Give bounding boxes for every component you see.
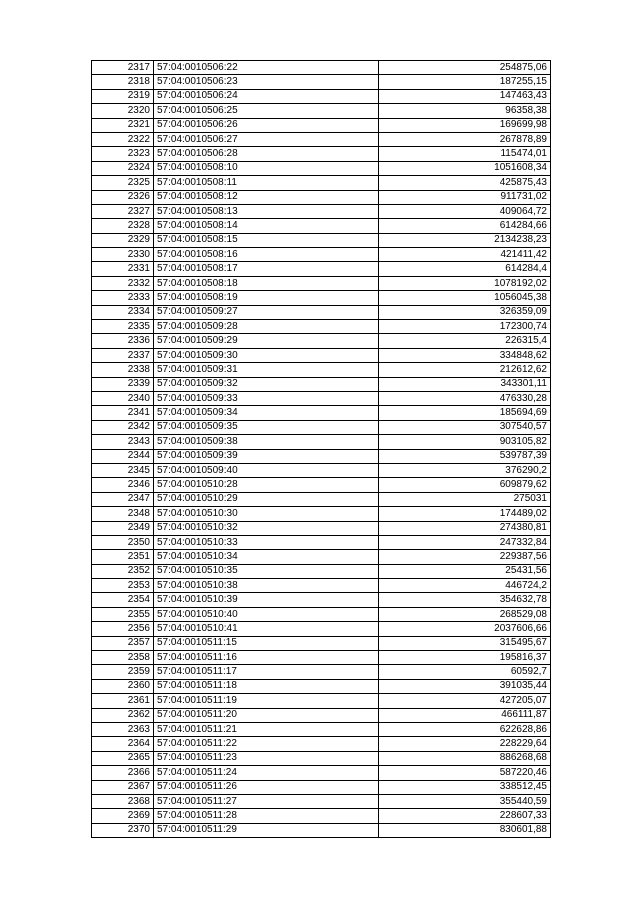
cadastral-number-cell: 57:04:0010509:33 [154,391,379,405]
value-cell: 247332,84 [379,535,551,549]
value-cell: 334848,62 [379,348,551,362]
row-number-cell: 2345 [92,463,154,477]
value-cell: 267878,89 [379,132,551,146]
table-row [92,89,551,103]
cadastral-number-cell: 57:04:0010509:32 [154,377,379,391]
row-number-cell: 2359 [92,665,154,679]
table-row [92,751,551,765]
cadastral-number-cell: 57:04:0010506:27 [154,132,379,146]
table-row [92,377,551,391]
cadastral-number-cell: 57:04:0010510:41 [154,622,379,636]
row-number-cell: 2352 [92,564,154,578]
value-cell: 903105,82 [379,435,551,449]
row-number-cell: 2351 [92,550,154,564]
value-cell: 229387,56 [379,550,551,564]
row-number-cell: 2326 [92,190,154,204]
table-row [92,478,551,492]
value-cell: 185694,69 [379,406,551,420]
cadastral-number-cell: 57:04:0010510:39 [154,593,379,607]
table-row [92,190,551,204]
cadastral-number-cell: 57:04:0010511:24 [154,766,379,780]
table-row [92,219,551,233]
cadastral-number-cell: 57:04:0010506:24 [154,89,379,103]
row-number-cell: 2342 [92,420,154,434]
value-cell: 169699,98 [379,118,551,132]
table-row [92,564,551,578]
table-row [92,550,551,564]
cadastral-number-cell: 57:04:0010509:29 [154,334,379,348]
cadastral-number-cell: 57:04:0010511:22 [154,737,379,751]
cadastral-number-cell: 57:04:0010508:16 [154,248,379,262]
row-number-cell: 2367 [92,780,154,794]
cadastral-number-cell: 57:04:0010508:18 [154,276,379,290]
table-row [92,406,551,420]
row-number-cell: 2323 [92,147,154,161]
table-row [92,204,551,218]
value-cell: 1078192,02 [379,276,551,290]
row-number-cell: 2350 [92,535,154,549]
row-number-cell: 2317 [92,61,154,75]
row-number-cell: 2344 [92,449,154,463]
table-row [92,262,551,276]
value-cell: 195816,37 [379,651,551,665]
cadastral-number-cell: 57:04:0010508:10 [154,161,379,175]
row-number-cell: 2318 [92,75,154,89]
value-cell: 614284,4 [379,262,551,276]
row-number-cell: 2341 [92,406,154,420]
cadastral-number-cell: 57:04:0010506:26 [154,118,379,132]
table-row [92,161,551,175]
table-row [92,579,551,593]
row-number-cell: 2327 [92,204,154,218]
row-number-cell: 2332 [92,276,154,290]
cadastral-number-cell: 57:04:0010509:40 [154,463,379,477]
row-number-cell: 2325 [92,176,154,190]
table-row [92,420,551,434]
value-cell: 1056045,38 [379,291,551,305]
row-number-cell: 2353 [92,579,154,593]
cadastral-number-cell: 57:04:0010511:18 [154,679,379,693]
cadastral-number-cell: 57:04:0010510:34 [154,550,379,564]
cadastral-number-cell: 57:04:0010509:35 [154,420,379,434]
row-number-cell: 2335 [92,320,154,334]
cadastral-number-cell: 57:04:0010511:19 [154,694,379,708]
value-cell: 476330,28 [379,391,551,405]
table-row [92,593,551,607]
table-row [92,607,551,621]
value-cell: 355440,59 [379,794,551,808]
value-cell: 268529,08 [379,607,551,621]
row-number-cell: 2362 [92,708,154,722]
table-row [92,75,551,89]
table-row [92,348,551,362]
value-cell: 614284,66 [379,219,551,233]
value-cell: 2037606,66 [379,622,551,636]
table-row [92,823,551,837]
cadastral-number-cell: 57:04:0010508:15 [154,233,379,247]
cadastral-number-cell: 57:04:0010511:23 [154,751,379,765]
row-number-cell: 2322 [92,132,154,146]
cadastral-number-cell: 57:04:0010509:31 [154,363,379,377]
table-row [92,61,551,75]
row-number-cell: 2363 [92,722,154,736]
value-cell: 338512,45 [379,780,551,794]
value-cell: 274380,81 [379,521,551,535]
row-number-cell: 2347 [92,492,154,506]
row-number-cell: 2349 [92,521,154,535]
table-body [92,61,551,838]
table-row [92,535,551,549]
cadastral-number-cell: 57:04:0010509:27 [154,305,379,319]
row-number-cell: 2319 [92,89,154,103]
row-number-cell: 2356 [92,622,154,636]
value-cell: 466111,87 [379,708,551,722]
value-cell: 147463,43 [379,89,551,103]
row-number-cell: 2339 [92,377,154,391]
row-number-cell: 2333 [92,291,154,305]
value-cell: 446724,2 [379,579,551,593]
value-cell: 886268,68 [379,751,551,765]
cadastral-number-cell: 57:04:0010511:27 [154,794,379,808]
row-number-cell: 2338 [92,363,154,377]
cadastral-number-cell: 57:04:0010508:17 [154,262,379,276]
cadastral-number-cell: 57:04:0010508:13 [154,204,379,218]
value-cell: 315495,67 [379,636,551,650]
value-cell: 391035,44 [379,679,551,693]
cadastral-number-cell: 57:04:0010510:29 [154,492,379,506]
value-cell: 172300,74 [379,320,551,334]
value-cell: 307540,57 [379,420,551,434]
cadastral-number-cell: 57:04:0010508:11 [154,176,379,190]
cadastral-value-table [91,60,551,838]
value-cell: 622628,86 [379,722,551,736]
table-row [92,176,551,190]
value-cell: 2134238,23 [379,233,551,247]
value-cell: 911731,02 [379,190,551,204]
cadastral-number-cell: 57:04:0010510:35 [154,564,379,578]
value-cell: 60592,7 [379,665,551,679]
value-cell: 427205,07 [379,694,551,708]
row-number-cell: 2340 [92,391,154,405]
table-row [92,391,551,405]
row-number-cell: 2354 [92,593,154,607]
row-number-cell: 2346 [92,478,154,492]
cadastral-number-cell: 57:04:0010508:19 [154,291,379,305]
table-row [92,449,551,463]
row-number-cell: 2329 [92,233,154,247]
value-cell: 421411,42 [379,248,551,262]
table-row [92,780,551,794]
table-row [92,636,551,650]
table-row [92,276,551,290]
table-row [92,622,551,636]
cadastral-number-cell: 57:04:0010511:16 [154,651,379,665]
table-row [92,147,551,161]
row-number-cell: 2343 [92,435,154,449]
table-row [92,334,551,348]
cadastral-number-cell: 57:04:0010510:40 [154,607,379,621]
cadastral-number-cell: 57:04:0010511:29 [154,823,379,837]
value-cell: 409064,72 [379,204,551,218]
row-number-cell: 2355 [92,607,154,621]
table-row [92,809,551,823]
table-row [92,291,551,305]
table-row [92,679,551,693]
table-row [92,248,551,262]
value-cell: 187255,15 [379,75,551,89]
row-number-cell: 2369 [92,809,154,823]
row-number-cell: 2330 [92,248,154,262]
value-cell: 343301,11 [379,377,551,391]
table-row [92,665,551,679]
cadastral-number-cell: 57:04:0010506:25 [154,104,379,118]
table-row [92,463,551,477]
cadastral-number-cell: 57:04:0010511:28 [154,809,379,823]
value-cell: 275031 [379,492,551,506]
cadastral-number-cell: 57:04:0010510:33 [154,535,379,549]
cadastral-number-cell: 57:04:0010510:32 [154,521,379,535]
table-row [92,722,551,736]
row-number-cell: 2360 [92,679,154,693]
value-cell: 25431,56 [379,564,551,578]
cadastral-number-cell: 57:04:0010509:39 [154,449,379,463]
value-cell: 1051608,34 [379,161,551,175]
table-row [92,794,551,808]
cadastral-number-cell: 57:04:0010509:34 [154,406,379,420]
cadastral-number-cell: 57:04:0010506:28 [154,147,379,161]
cadastral-number-cell: 57:04:0010511:20 [154,708,379,722]
table-row [92,766,551,780]
cadastral-number-cell: 57:04:0010509:30 [154,348,379,362]
value-cell: 115474,01 [379,147,551,161]
table-row [92,708,551,722]
row-number-cell: 2361 [92,694,154,708]
value-cell: 354632,78 [379,593,551,607]
row-number-cell: 2370 [92,823,154,837]
value-cell: 539787,39 [379,449,551,463]
value-cell: 228607,33 [379,809,551,823]
table-row [92,737,551,751]
value-cell: 587220,46 [379,766,551,780]
table-row [92,492,551,506]
cadastral-number-cell: 57:04:0010511:26 [154,780,379,794]
cadastral-number-cell: 57:04:0010509:38 [154,435,379,449]
row-number-cell: 2365 [92,751,154,765]
table-row [92,507,551,521]
value-cell: 212612,62 [379,363,551,377]
table-row [92,104,551,118]
row-number-cell: 2334 [92,305,154,319]
row-number-cell: 2337 [92,348,154,362]
cadastral-number-cell: 57:04:0010508:14 [154,219,379,233]
value-cell: 830601,88 [379,823,551,837]
cadastral-number-cell: 57:04:0010509:28 [154,320,379,334]
cadastral-number-cell: 57:04:0010508:12 [154,190,379,204]
table-row [92,320,551,334]
value-cell: 376290,2 [379,463,551,477]
value-cell: 609879,62 [379,478,551,492]
cadastral-number-cell: 57:04:0010510:30 [154,507,379,521]
row-number-cell: 2321 [92,118,154,132]
value-cell: 226315,4 [379,334,551,348]
row-number-cell: 2320 [92,104,154,118]
cadastral-number-cell: 57:04:0010511:15 [154,636,379,650]
table-row [92,651,551,665]
row-number-cell: 2368 [92,794,154,808]
row-number-cell: 2358 [92,651,154,665]
table-row [92,521,551,535]
row-number-cell: 2348 [92,507,154,521]
table-row [92,132,551,146]
row-number-cell: 2364 [92,737,154,751]
cadastral-number-cell: 57:04:0010510:38 [154,579,379,593]
value-cell: 425875,43 [379,176,551,190]
cadastral-number-cell: 57:04:0010511:17 [154,665,379,679]
cadastral-number-cell: 57:04:0010506:22 [154,61,379,75]
row-number-cell: 2336 [92,334,154,348]
row-number-cell: 2331 [92,262,154,276]
row-number-cell: 2357 [92,636,154,650]
value-cell: 254875,06 [379,61,551,75]
cadastral-number-cell: 57:04:0010510:28 [154,478,379,492]
value-cell: 228229,64 [379,737,551,751]
value-cell: 96358,38 [379,104,551,118]
table-row [92,363,551,377]
cadastral-number-cell: 57:04:0010506:23 [154,75,379,89]
value-cell: 174489,02 [379,507,551,521]
table-row [92,233,551,247]
table-row [92,118,551,132]
value-cell: 326359,09 [379,305,551,319]
row-number-cell: 2324 [92,161,154,175]
row-number-cell: 2366 [92,766,154,780]
cadastral-number-cell: 57:04:0010511:21 [154,722,379,736]
table-row [92,694,551,708]
table-row [92,435,551,449]
row-number-cell: 2328 [92,219,154,233]
table-row [92,305,551,319]
